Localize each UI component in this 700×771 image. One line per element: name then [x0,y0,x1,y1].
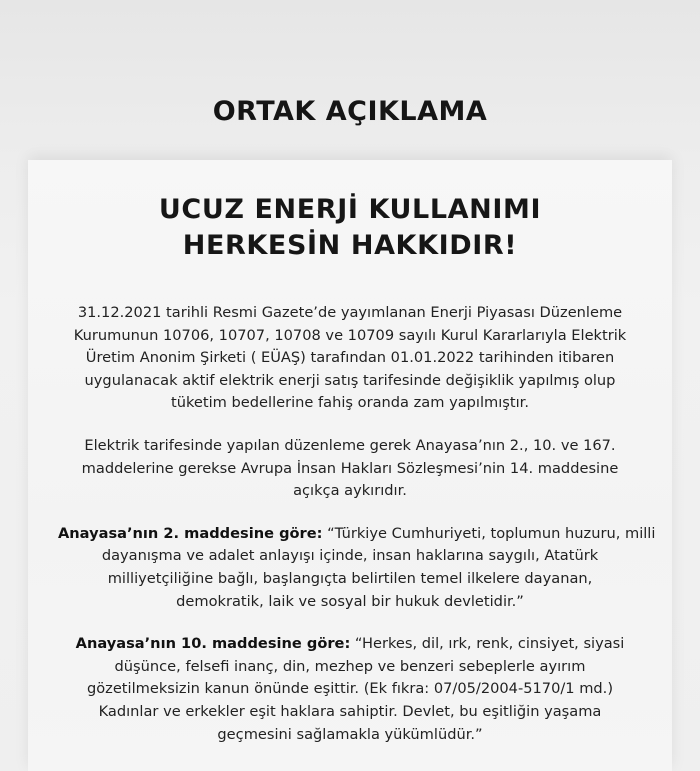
paragraph-line: demokratik, laik ve sosyal bir hukuk devletidir.” [176,592,524,610]
headline-line-1: UCUZ ENERJİ KULLANIMI [158,194,542,225]
paragraph-line: açıkça aykırıdır. [293,482,407,500]
paragraph-4 [58,633,642,746]
paragraph-line: Kadınlar ve erkekler eşit haklara sahiptir. Devlet, bu eşitliğin yaşama [98,702,602,720]
page-title: ORTAK AÇIKLAMA [212,96,488,127]
article-2-quote-start: “Türkiye Cumhuriyeti, toplumun huzuru, milli [322,524,656,542]
paragraph-line: 31.12.2021 tarihli Resmi Gazete’de yayımlanan Enerji Piyasası Düzenleme [77,304,623,321]
paragraph-line [58,633,642,656]
article-10-label: Anayasa’nın 10. maddesine göre: [75,635,351,653]
paragraph-line: Kurumunun 10706, 10707, 10708 ve 10709 sayılı Kurul Kararlarıyla Elektrik [73,326,627,344]
paragraph-1 [58,302,642,415]
paragraph-line: Üretim Anonim Şirketi ( EÜAŞ) tarafından 01.01.2022 tarihinden itibaren [85,349,615,367]
article-10-quote-start: “Herkes, dil, ırk, renk, cinsiyet, siyasi [350,635,625,653]
paragraph-line: dayanışma ve adalet anlayışı içinde, insan haklarına saygılı, Atatürk [101,547,599,565]
statement-body [58,302,656,766]
paragraph-line: Elektrik tarifesinde yapılan düzenleme gerek Anayasa’nın 2., 10. ve 167. [84,436,616,454]
top-band [0,0,700,160]
paragraph-line: milliyetçiliğine bağlı, başlangıçta belirtilen temel ilkelere dayanan, [107,569,593,587]
article-2-label: Anayasa’nın 2. maddesine göre: [58,524,323,542]
paragraph-line: uygulanacak aktif elektrik enerji satış tarifesinde değişiklik yapılmış olup [84,371,616,389]
paragraph-line: geçmesini sağlamakla yükümlüdür.” [217,725,483,743]
paragraph-line: gözetilmeksizin kanun önünde eşittir. (Ek fıkra: 07/05/2004-5170/1 md.) [86,680,614,698]
paragraph-line: düşünce, felsefi inanç, din, mezhep ve benzeri sebeplerle ayırım [114,657,586,675]
paragraph-line: maddelerine gerekse Avrupa İnsan Hakları Sözleşmesi’nin 14. maddesine [81,459,619,477]
headline-line-2: HERKESİN HAKKIDIR! [182,230,518,261]
paragraph-3 [58,523,656,613]
paragraph-line [58,523,656,546]
paragraph-line: tüketim bedellerine fahiş oranda zam yapılmıştır. [171,394,529,412]
headline [0,192,700,264]
paragraph-2 [58,435,642,503]
